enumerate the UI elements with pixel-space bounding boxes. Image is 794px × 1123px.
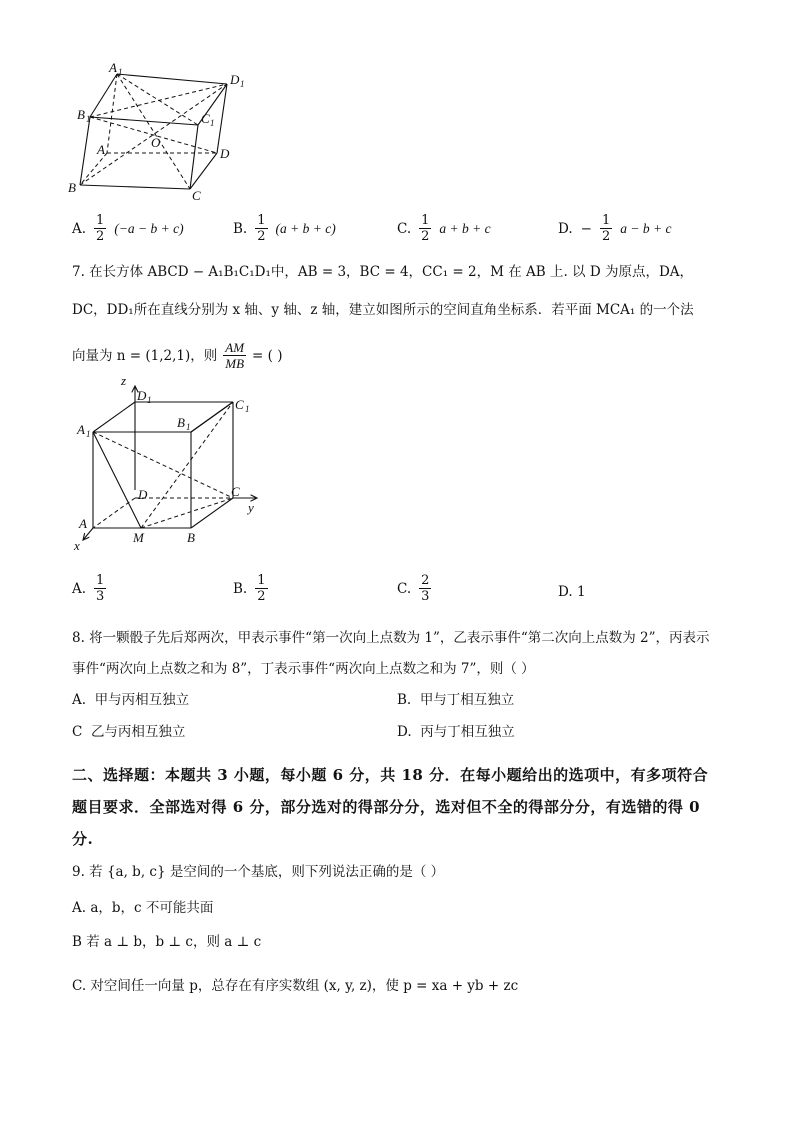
parallelepiped-figure [65,62,265,202]
q7-option-c[interactable]: C. $\frac{2}{3}$ [397,573,430,604]
q8-option-d[interactable]: D. 丙与丁相互独立 [397,724,515,740]
svg-text:1: 1 [186,422,191,432]
label-D1: D [137,388,147,403]
label-D: D [138,487,148,502]
q6-option-a[interactable]: A. $\frac{1}{2}$ (−a − b + c) [72,213,184,244]
q9-option-a[interactable]: A. a，b，c 不可能共面 [72,900,214,916]
q7-line3: 向量为 n = (1,2,1)，则 $\frac{AM}{MB}$ = ( ) [72,340,283,371]
q7-option-a[interactable]: A. $\frac{1}{3}$ [72,573,105,604]
q6-option-d[interactable]: D. − $\frac{1}{2}$ a − b + c [558,213,672,244]
label-B: B [187,530,195,545]
axis-x-label: x [74,538,80,553]
label-D1: D [230,72,240,87]
q6-option-c[interactable]: C. $\frac{1}{2}$ a + b + c [397,213,491,244]
label-A: A [97,142,105,157]
q8-line2: 事件“两次向上点数之和为 8”，丁表示事件“两次向上点数之和为 7”，则（ ） [72,661,535,677]
q6-option-b[interactable]: B. $\frac{1}{2}$ (a + b + c) [233,213,336,244]
q8-option-a[interactable]: A. 甲与丙相互独立 [72,692,190,708]
svg-text:1: 1 [210,118,215,128]
label-C1: C [235,397,244,412]
q7-option-b[interactable]: B. $\frac{1}{2}$ [233,573,266,604]
axis-z-label: z [121,373,127,388]
label-D: D [220,146,230,161]
label-M: M [133,530,144,545]
label-C: C [231,484,240,499]
label-B1: B [77,107,85,122]
section2-heading-line3: 分. [72,830,94,848]
q9-stem: 9. 若 {a, b, c} 是空间的一个基底，则下列说法正确的是（ ） [72,864,445,880]
q7-line1: 7. 在长方体 ABCD − A₁B₁C₁D₁中，AB = 3，BC = 4，CC₁ = 2，M 在 AB 上. 以 D 为原点，DA， [72,264,694,280]
label-B1: B [177,415,185,430]
svg-text:1: 1 [118,67,123,77]
q8-option-b[interactable]: B. 甲与丁相互独立 [397,692,515,708]
label-A1: A [109,62,117,75]
svg-text:1: 1 [86,114,91,124]
q9-option-c[interactable]: C. 对空间任一向量 p，总存在有序实数组 (x, y, z)，使 p = xa + yb + zc [72,978,519,994]
q7-line2: DC，DD₁所在直线分别为 x 轴、y 轴、z 轴，建立如图所示的空间直角坐标系．若平面 MCA₁ 的一个法 [72,302,694,318]
svg-text:1: 1 [240,79,245,89]
q8-line1: 8. 将一颗骰子先后郑两次，甲表示事件“第一次向上点数为 1”，乙表示事件“第二次向上点数为 2”，丙表示 [72,630,710,646]
svg-text:1: 1 [245,404,250,414]
q7-fraction: $\frac{AM}{MB}$ [225,340,245,371]
label-O: O [151,135,161,150]
axis-y-label: y [248,500,254,515]
q9-option-b[interactable]: B 若 a ⊥ b，b ⊥ c，则 a ⊥ c [72,934,262,950]
label-B: B [68,180,76,195]
q7-option-d[interactable]: D. 1 [558,584,586,600]
q8-option-c[interactable]: C 乙与丙相互独立 [72,724,186,740]
label-C1: C [201,111,210,126]
label-A1: A [77,422,85,437]
svg-text:1: 1 [147,395,152,405]
section2-heading-line1: 二、选择题：本题共 3 小题，每小题 6 分，共 18 分．在每小题给出的选项中，有多项符合 [72,766,709,784]
cuboid-coordinate-figure [65,372,275,557]
svg-text:1: 1 [86,429,91,439]
label-A: A [79,516,87,531]
label-C: C [192,188,201,202]
section2-heading-line2: 题目要求．全部选对得 6 分，部分选对的得部分分，选对但不全的得部分分，有选错的得 0 [72,798,701,816]
